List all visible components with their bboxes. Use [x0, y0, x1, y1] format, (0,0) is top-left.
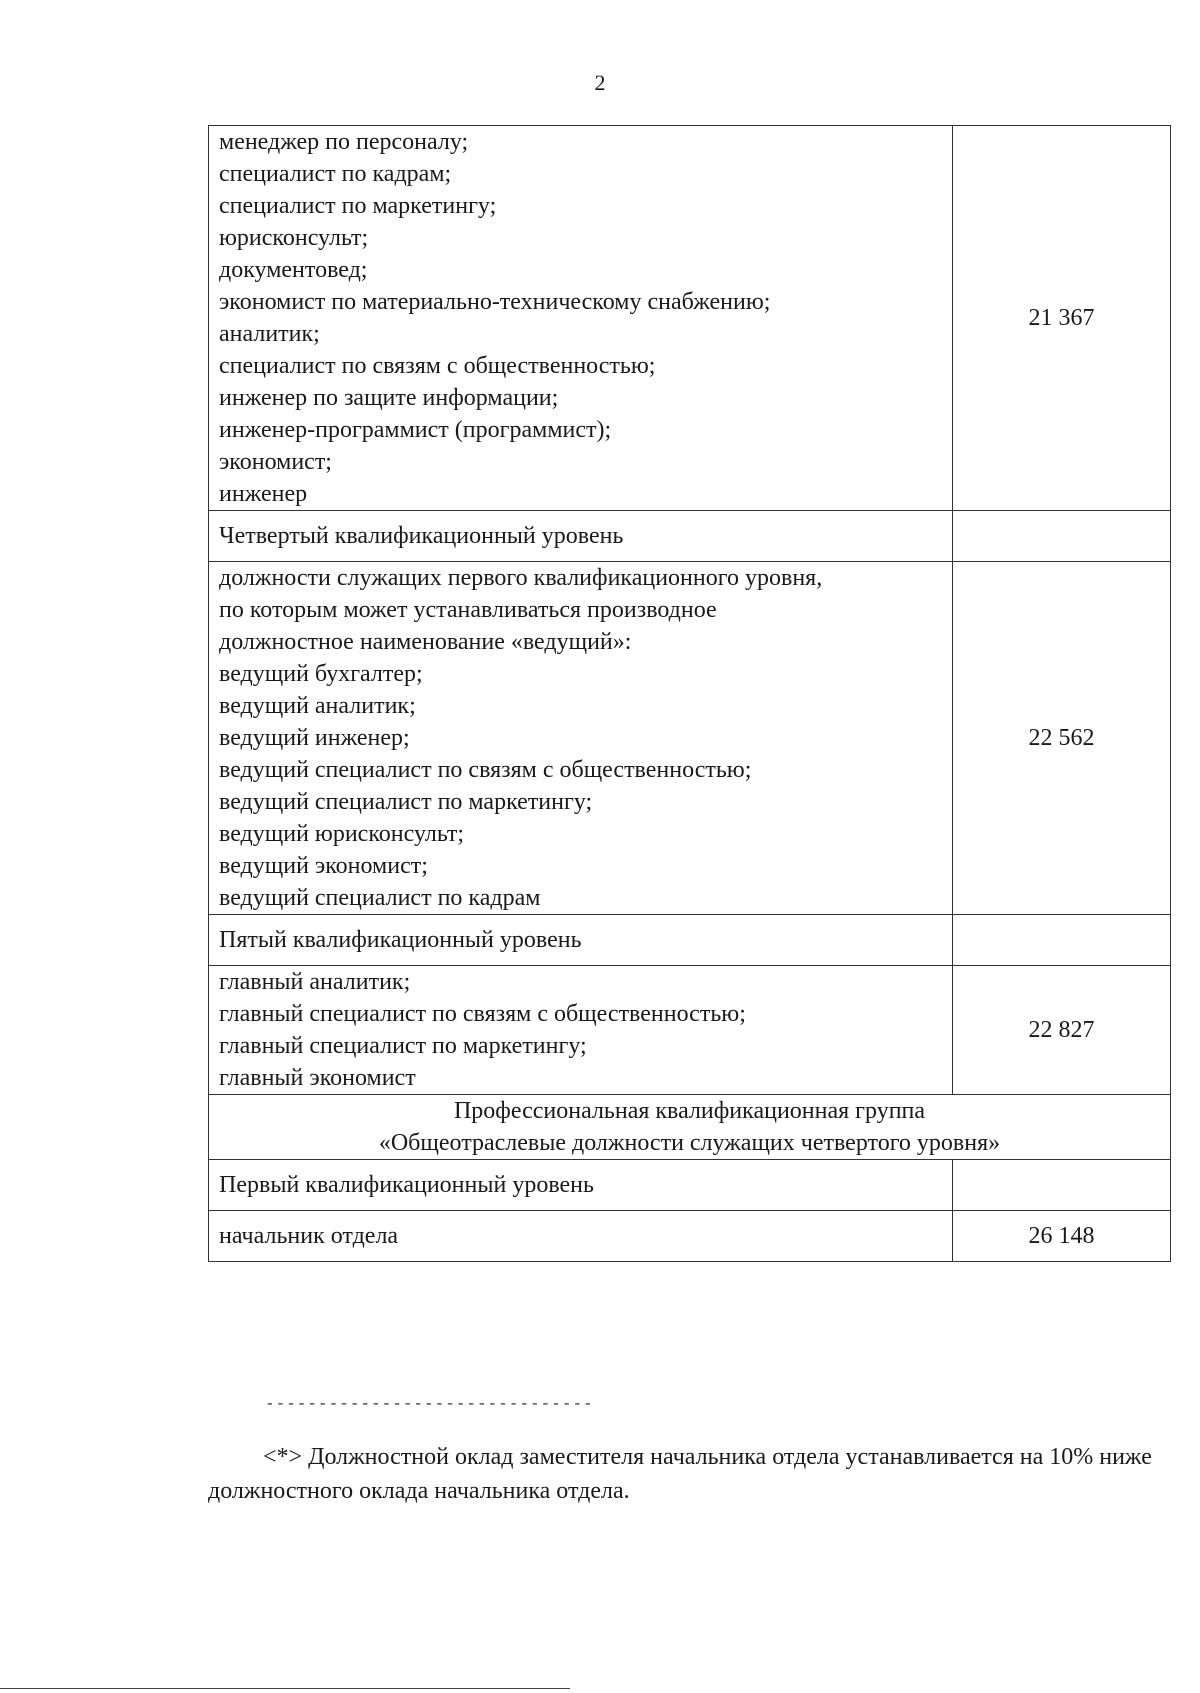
footnote: <*> Должностной оклад заместителя начальника отдела устанавливается на 10% ниже должностного оклада начальника отдела. [208, 1444, 1152, 1504]
position-item: ведущий юрисконсульт; [219, 821, 465, 847]
position-item: должностное наименование «ведущий»: [219, 629, 632, 655]
position-item: начальник отдела [209, 1211, 953, 1262]
position-item: документовед; [219, 257, 368, 283]
positions-cell [209, 126, 953, 511]
salary-value: 21 367 [953, 126, 1171, 511]
level-title: Четвертый квалификационный уровень [209, 511, 953, 562]
position-item: аналитик; [219, 321, 320, 347]
positions-cell [209, 562, 953, 915]
group-title-line: Профессиональная квалификационная группа [453, 1098, 926, 1124]
position-item: главный специалист по маркетингу; [219, 1033, 587, 1059]
table-row [209, 126, 1171, 511]
position-item: ведущий специалист по кадрам [219, 885, 541, 911]
position-item: по которым может устанавливаться производное [219, 597, 717, 623]
salary-table [208, 125, 1171, 1262]
table-row [209, 966, 1171, 1095]
position-item: ведущий специалист по связям с общественностью; [219, 757, 752, 783]
position-item: ведущий экономист; [219, 853, 428, 879]
position-item: ведущий инженер; [219, 725, 410, 751]
table-row [209, 1160, 1171, 1211]
empty-cell [953, 1160, 1171, 1211]
position-item: ведущий специалист по маркетингу; [219, 789, 593, 815]
bottom-rule [0, 1688, 570, 1689]
table-row [209, 1095, 1171, 1160]
empty-cell [953, 511, 1171, 562]
group-title-line: «Общеотраслевые должности служащих четвертого уровня» [378, 1130, 1001, 1156]
position-item: инженер-программист (программист); [219, 417, 612, 443]
table-row [209, 562, 1171, 915]
salary-value: 22 562 [953, 562, 1171, 915]
salary-value: 22 827 [953, 966, 1171, 1095]
group-title [209, 1095, 1171, 1160]
empty-cell [953, 915, 1171, 966]
page-number: 2 [594, 70, 606, 95]
position-item: ведущий бухгалтер; [219, 661, 423, 687]
position-item: главный аналитик; [219, 969, 411, 995]
table-row [209, 915, 1171, 966]
position-item: инженер по защите информации; [219, 385, 559, 411]
footnote-separator: ------------------------------- [265, 1395, 594, 1413]
position-item: главный специалист по связям с общественностью; [219, 1001, 746, 1027]
position-item: экономист; [219, 449, 332, 475]
position-item: юрисконсульт; [219, 225, 369, 251]
position-item: главный экономист [219, 1065, 416, 1091]
position-item: должности служащих первого квалификационного уровня, [219, 565, 823, 591]
table-row [209, 1211, 1171, 1262]
positions-cell [209, 966, 953, 1095]
position-item: специалист по маркетингу; [219, 193, 497, 219]
position-item: менеджер по персоналу; [219, 129, 469, 155]
position-item: специалист по связям с общественностью; [219, 353, 656, 379]
position-item: инженер [219, 481, 308, 507]
level-title: Пятый квалификационный уровень [209, 915, 953, 966]
position-item: экономист по материально-техническому снабжению; [219, 289, 771, 315]
table-row [209, 511, 1171, 562]
position-item: ведущий аналитик; [219, 693, 416, 719]
level-title: Первый квалификационный уровень [209, 1160, 953, 1211]
position-item: специалист по кадрам; [219, 161, 452, 187]
salary-value: 26 148 [953, 1211, 1171, 1262]
